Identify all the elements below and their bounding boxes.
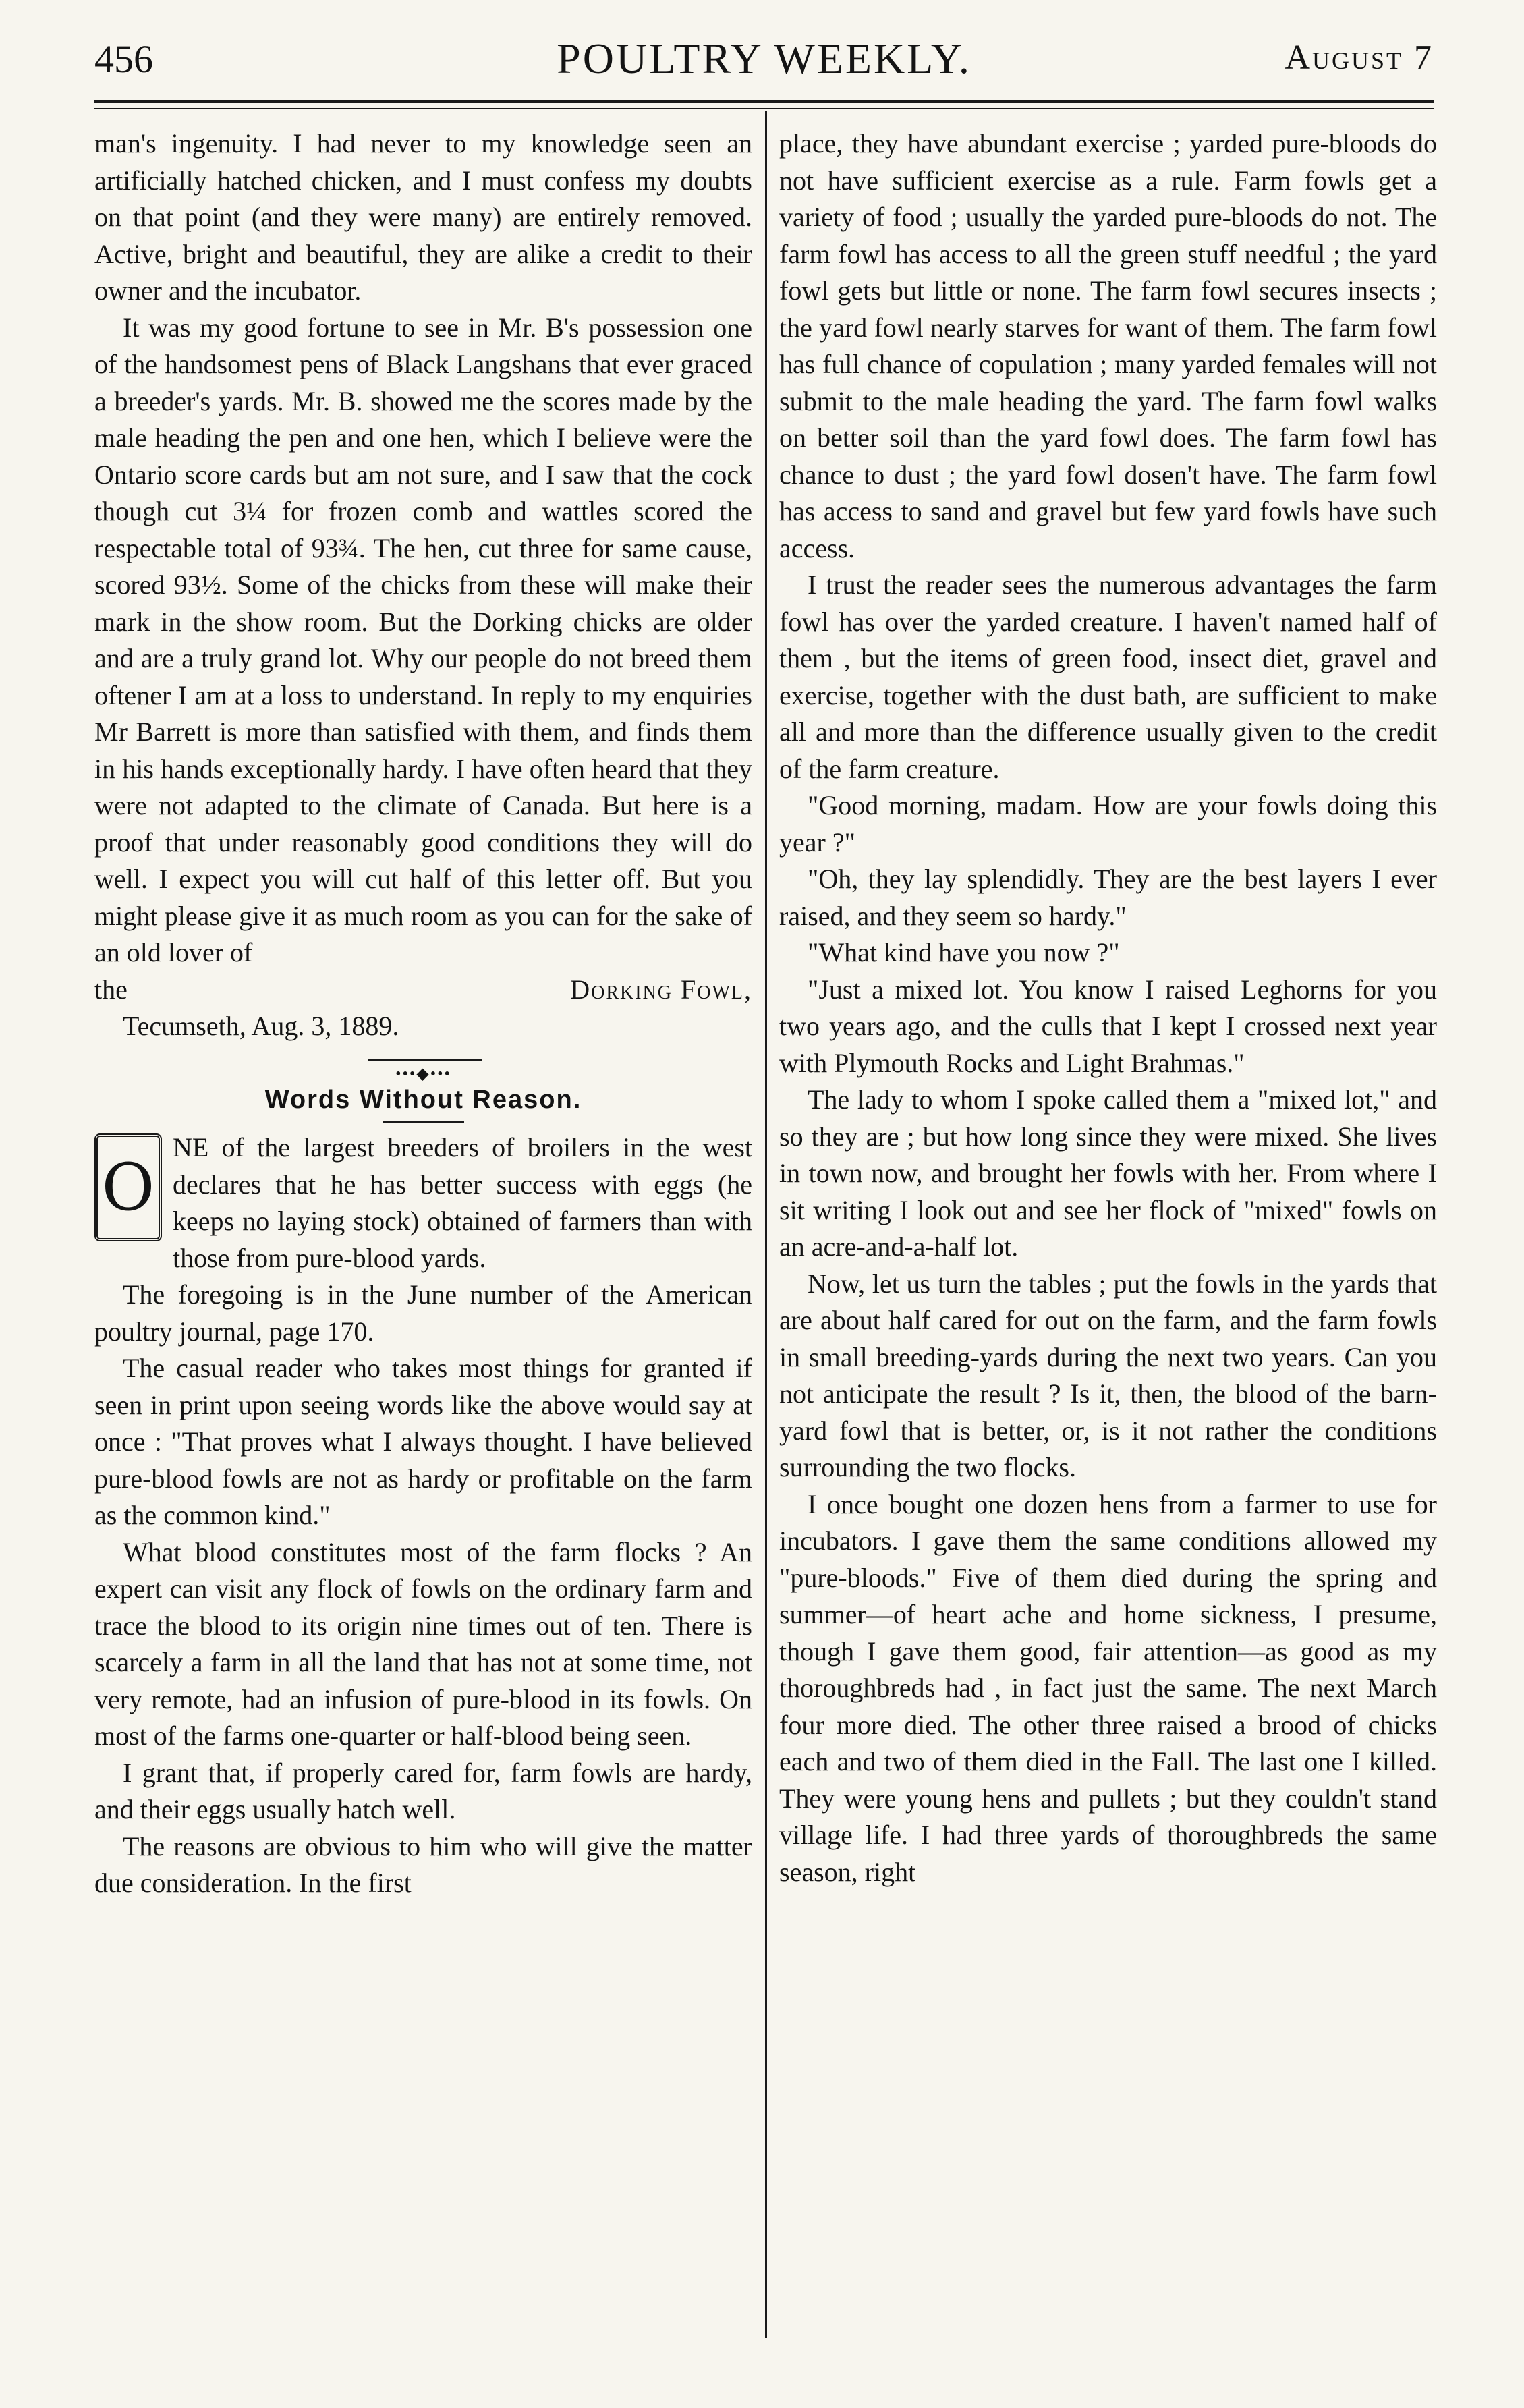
dropcap-paragraph [94, 1129, 752, 1277]
page-number: 456 [94, 37, 153, 81]
letter-signature [94, 972, 752, 1009]
paragraph: I once bought one dozen hens from a farmer to use for incubators. I gave them the same conditions allowed my "pure-bloods." Five of them died during the spring and summer—of heart ache and home sickness, I presume, though I gave them good, fair attention—as good as my thoroughbreds had , in fact just the same. The next March four more died. The other three raised a brood of chicks each and two of them died in the Fall. The last one I killed. They were young hens and pullets ; but they couldn't stand village life. I had three yards of thoroughbreds the same season, right [779, 1488, 1437, 1887]
header-rule [94, 100, 1434, 103]
paragraph: NE of the largest breeders of broilers in the west declares that he has better success with eggs (he keeps no laying stock) obtained of farmers than with those from pure-blood yards. [173, 1132, 752, 1273]
left-column [94, 125, 752, 1902]
paragraph: It was my good fortune to see in Mr. B's possession one of the handsomest pens of Black Langshans that ever graced a breeder's yards. Mr. B. showed me the scores made by the male heading the pen and one hen, which I believe were the Ontario score cards but am not sure, and I saw that the cock though cut 3¼ for frozen comb and wattles scored the respectable total of 93¾. The hen, cut three for same cause, scored 93½. Some of the chicks from these will make their mark in the show room. But the Dorking chicks are older and are a truly grand lot. Why our people do not breed them oftener I am at a loss to understand. In reply to my enquiries Mr Barrett is more than satisfied with them, and finds them in his hands exceptionally hardy. I have often heard that they were not adapted to the climate of Canada. But here is a proof that under reasonably good conditions they will do well. I expect you will cut half of this letter off. But you might please give it as much room as you can for the sake of an old lover of [94, 312, 752, 968]
paragraph: I trust the reader sees the numerous advantages the farm fowl has over the yarded creature. I haven't named half of them , but the items of green food, insect diet, gravel and exercise, together with the dust bath, are sufficient to make all and more than the difference usually given to the credit of the farm creature. [779, 569, 1437, 784]
paragraph: "What kind have you now ?" [808, 937, 1120, 968]
column-divider [765, 111, 767, 2338]
header-rule-thin [94, 108, 1434, 109]
issue-date: August 7 [1285, 38, 1434, 77]
signature-name: Dorking Fowl, [570, 974, 752, 1005]
drop-cap-letter: O [94, 1133, 162, 1241]
section-ornament [94, 1052, 752, 1083]
paragraph: "Just a mixed lot. You know I raised Leghorns for you two years ago, and the culls that I kept I crossed next year with Plymouth Rocks and Light Brahmas." [779, 974, 1437, 1078]
dateline: Tecumseth, Aug. 3, 1889. [123, 1011, 399, 1041]
paragraph: I grant that, if properly cared for, farm fowls are hardy, and their eggs usually hatch well. [94, 1757, 752, 1824]
paragraph: The foregoing is in the June number of the American poultry journal, page 170. [94, 1279, 752, 1347]
section-title: Words Without Reason. [264, 1085, 582, 1114]
ornament-glyph: •••◆••• [391, 1065, 455, 1083]
section-title-rule [383, 1121, 464, 1123]
signature-prefix: the [94, 974, 128, 1005]
paragraph: "Good morning, madam. How are your fowls doing this year ?" [779, 790, 1437, 858]
paragraph: What blood constitutes most of the farm flocks ? An expert can visit any flock of fowls on the ordinary farm and trace the blood to its origin nine times out of ten. There is scarcely a farm in all the land that has not at some time, not very remote, had an infusion of pure-blood in its fowls. On most of the farms one-quarter or half-blood being seen. [94, 1536, 752, 1751]
right-column [779, 125, 1437, 1891]
paragraph: The reasons are obvious to him who will give the matter due consideration. In the first [94, 1830, 752, 1898]
paragraph: "Oh, they lay splendidly. They are the best layers I ever raised, and they seem so hardy." [779, 864, 1437, 931]
publication-title: POULTRY WEEKLY. [557, 34, 971, 82]
paragraph: Now, let us turn the tables ; put the fowls in the yards that are about half cared for out on the farm, and the farm fowls in small breeding-yards during the next two years. Can you not anticipate the result ? Is it, then, the blood of the barn-yard fowl that is better, or, is it not rather the conditions surrounding the two flocks. [779, 1268, 1437, 1482]
paragraph: man's ingenuity. I had never to my knowledge seen an artificially hatched chicken, and I must confess my doubts on that point (and they were many) are entirely removed. Active, bright and beautiful, they are alike a credit to their owner and the incubator. [94, 128, 752, 306]
paragraph: The casual reader who takes most things for granted if seen in print upon seeing words like the above would say at once : "That proves what I always thought. I have believed pure-blood fowls are not as hardy or profitable on the farm as the common kind." [94, 1353, 752, 1530]
paragraph: The lady to whom I spoke called them a "mixed lot," and so they are ; but how long since they were mixed. She lives in town now, and brought her fowls with her. From where I sit writing I look out and see her flock of "mixed" fowls on an acre-and-a-half lot. [779, 1084, 1437, 1262]
page-header [94, 28, 1434, 96]
paragraph: place, they have abundant exercise ; yarded pure-bloods do not have sufficient exercise as a rule. Farm fowls get a variety of food ; usually the yarded pure-bloods do not. The farm fowl has access to all the green stuff needful ; the yard fowl gets but little or none. The farm fowl secures insects ; the yard fowl nearly starves for want of them. The farm fowl has full chance of copulation ; many yarded females will not submit to the male heading the yard. The farm fowl walks on better soil than the yard fowl does. The farm fowl has chance to dust ; the yard fowl dosen't have. The farm fowl has access to sand and gravel but few yard fowls have such access. [779, 128, 1437, 563]
